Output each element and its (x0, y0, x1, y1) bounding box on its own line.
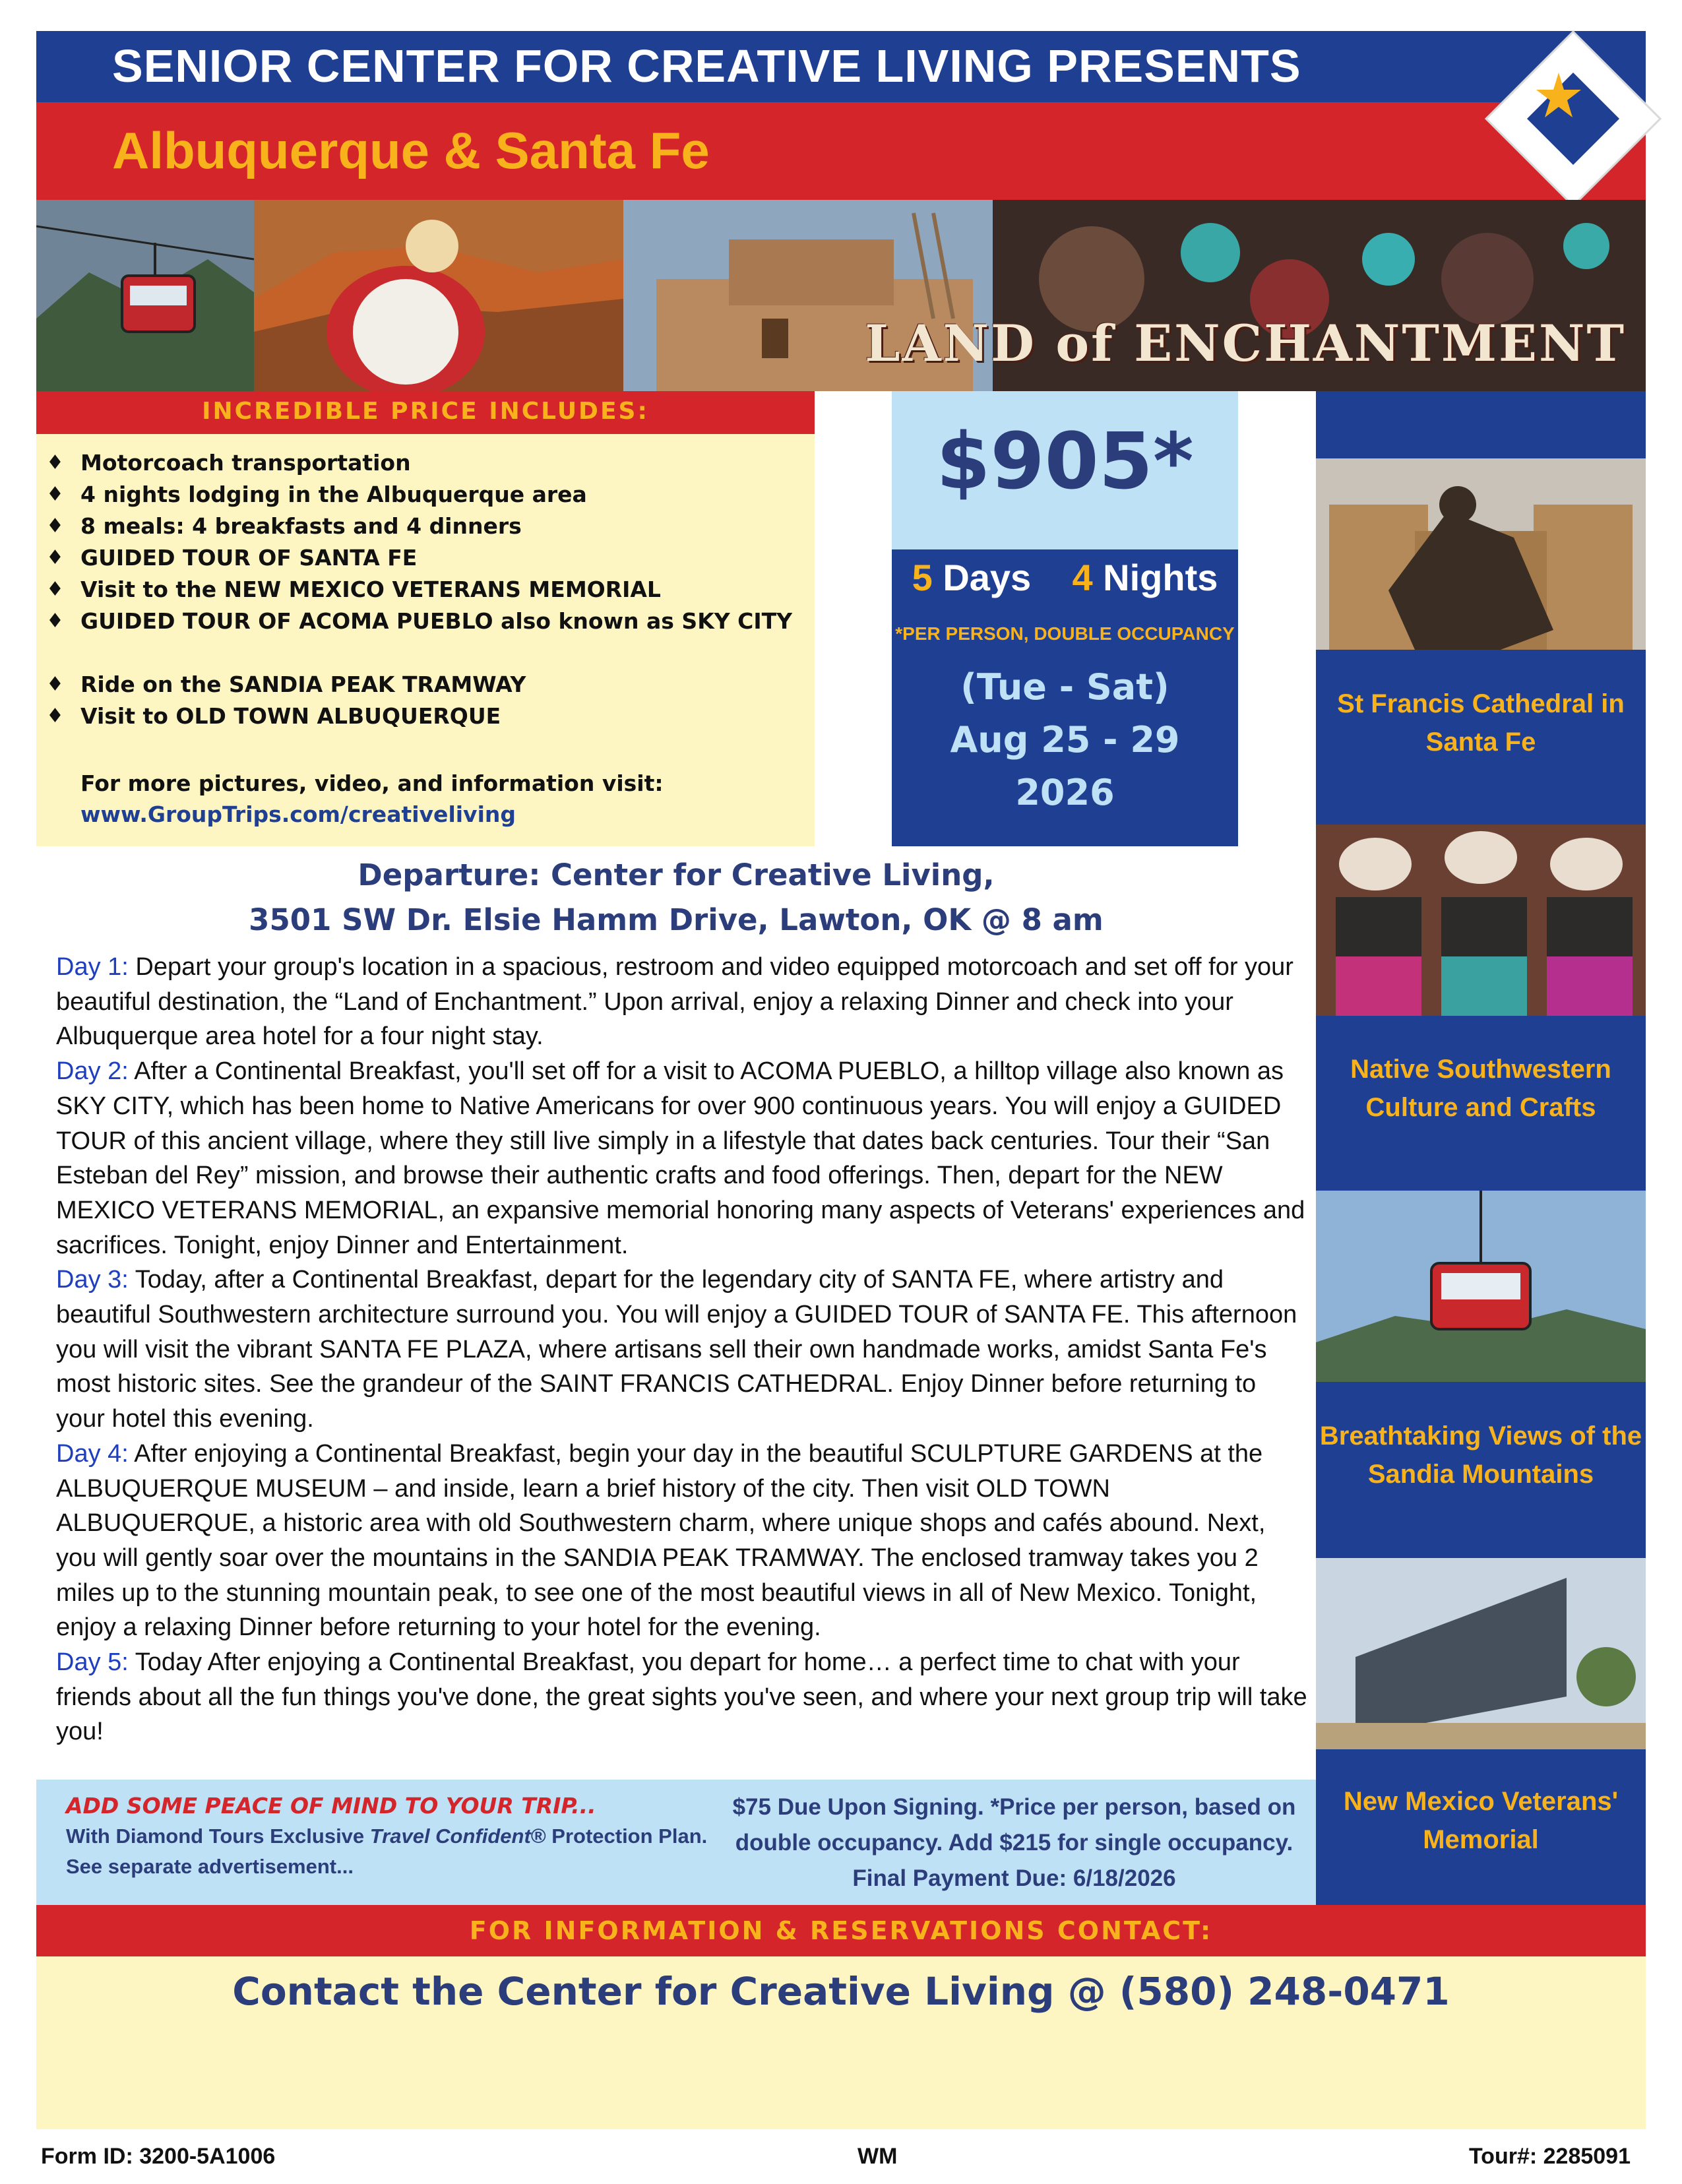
include-item: ♦ GUIDED TOUR OF ACOMA PUEBLO also known as SKY CITY (46, 606, 798, 637)
day-text: Depart your group's location in a spacious, restroom and video equipped motorcoach and set off for your beautiful destination, the “Land of Enchantment.” Upon arrival, enjoy a relaxing Dinner and check into your Albuquerque area hotel for a four night stay. (56, 953, 1293, 1051)
tour-year: 2026 (1015, 772, 1115, 813)
header-subtitle: Albuquerque & Santa Fe (112, 121, 710, 179)
price-amount: $905* (936, 416, 1194, 507)
header-title: SENIOR CENTER FOR CREATIVE LIVING PRESENTS (112, 40, 1301, 92)
itinerary-day (56, 1645, 1309, 1749)
logo-star-diamond-icon (1481, 26, 1666, 211)
diamond-bullet-icon: ♦ (46, 609, 64, 633)
cathedral-photo (1316, 458, 1646, 650)
tour-weekdays: (Tue - Sat) (960, 666, 1169, 708)
day-text: Today, after a Continental Breakfast, depart for the legendary city of SANTA FE, where artistry and beautiful Southwestern architecture surround you. You will enjoy a GUIDED TOUR of SANTA FE. This afternoon you will visit the vibrant SANTA FE PLAZA, where artisans sell their own handmade works, amidst Santa Fe's most historic sites. See the grandeur of the SAINT FRANCIS CATHEDRAL. Enjoy Dinner before returning to your hotel this evening. (56, 1266, 1297, 1433)
include-item: ♦ Motorcoach transportation (46, 447, 798, 479)
day-label: Day 1: (56, 953, 129, 981)
diamond-bullet-icon: ♦ (46, 578, 64, 601)
tramway-photo (1316, 1191, 1646, 1382)
include-item: ♦ Visit to OLD TOWN ALBUQUERQUE (46, 701, 798, 732)
contact-phone: Contact the Center for Creative Living @ (580) 248-0471 (232, 1969, 1450, 2014)
days-label: Days (943, 557, 1032, 598)
day-text: After a Continental Breakfast, you'll set off for a visit to ACOMA PUEBLO, a hilltop village also known as SKY CITY, which has been home to Native Americans for over 900 continuous years. You will enjoy a GUIDED TOUR of this ancient village, where they still live simply in a lifestyle that dates back centuries. Tour their “San Esteban del Rey” mission, and browse their authentic crafts and food offerings. Then, depart for the NEW MEXICO VETERANS MEMORIAL, an expansive memorial honoring many aspects of Veterans' experiences and sacrifices. Tonight, enjoy Dinner and Entertainment. (56, 1057, 1305, 1259)
diamond-bullet-icon: ♦ (46, 546, 64, 569)
banner-photo-strip (36, 200, 1646, 391)
day-label: Day 3: (56, 1266, 129, 1294)
day-label: Day 2: (56, 1057, 129, 1086)
includes-heading: INCREDIBLE PRICE INCLUDES: (202, 398, 649, 425)
price-note: *PER PERSON, DOUBLE OCCUPANCY (895, 623, 1235, 644)
nights-label: Nights (1103, 557, 1218, 598)
footer-center-code: WM (857, 2144, 898, 2169)
banner-title: LAND of ENCHANTMENT (865, 314, 1626, 373)
diamond-bullet-icon: ♦ (46, 483, 64, 506)
departure-address: 3501 SW Dr. Elsie Hamm Drive, Lawton, OK @ 8 am (249, 902, 1104, 937)
include-item: ♦ Visit to the NEW MEXICO VETERANS MEMORIAL (46, 574, 798, 606)
tour-number: Tour#: 2285091 (1468, 2144, 1631, 2169)
sidebar-caption: Breathtaking Views of the Sandia Mountains (1319, 1421, 1642, 1489)
diamond-bullet-icon: ♦ (46, 704, 64, 728)
protection-title: ADD SOME PEACE OF MIND TO YOUR TRIP... (66, 1793, 596, 1819)
sidebar-caption: Native Southwestern Culture and Crafts (1350, 1055, 1611, 1122)
day-label: Day 5: (56, 1648, 129, 1677)
days-number: 5 (912, 557, 933, 598)
contact-heading: FOR INFORMATION & RESERVATIONS CONTACT: (469, 1916, 1213, 1945)
form-id: Form ID: 3200-5A1006 (41, 2144, 276, 2169)
native-culture-photo (1316, 825, 1646, 1016)
day-text: After enjoying a Continental Breakfast, begin your day in the beautiful SCULPTURE GARDENS at the ALBUQUERQUE MUSEUM – and inside, learn a brief history of the city. Then visit OLD TOWN ALBUQUERQUE, a historic area with old Southwestern charm, where unique shops and cafés abound. Next, you will gently soar over the mountains in the SANDIA PEAK TRAMWAY. The enclosed tramway takes you 2 miles up to the stunning mountain peak, to see one of the most beautiful views in all of New Mexico. Tonight, enjoy a relaxing Dinner before returning to your hotel for the evening. (56, 1439, 1266, 1642)
payment-line: double occupancy. Add $215 for single occupancy. (735, 1830, 1293, 1856)
itinerary-day (56, 950, 1309, 1054)
nights-number: 4 (1072, 557, 1093, 598)
include-item: ♦ 4 nights lodging in the Albuquerque area (46, 479, 798, 511)
payment-line: $75 Due Upon Signing. *Price per person, based on (732, 1794, 1296, 1820)
diamond-bullet-icon: ♦ (46, 673, 64, 696)
website-link[interactable]: www.GroupTrips.com/creativeliving (80, 801, 516, 827)
include-item: ♦ Ride on the SANDIA PEAK TRAMWAY (46, 669, 798, 701)
diamond-bullet-icon: ♦ (46, 515, 64, 538)
veterans-memorial-photo (1316, 1558, 1646, 1749)
sidebar-caption: St Francis Cathedral in Santa Fe (1337, 689, 1625, 757)
more-info-text: For more pictures, video, and information visit: (80, 770, 664, 796)
itinerary-day (56, 1437, 1309, 1645)
tour-dates: Aug 25 - 29 (950, 719, 1180, 761)
day-text: Today After enjoying a Continental Breakfast, you depart for home… a perfect time to chat with your friends about all the fun things you've done, the great sights you've seen, and where your next group trip will take you! (56, 1648, 1307, 1746)
protection-line-2: See separate advertisement... (66, 1855, 354, 1878)
final-payment-line: Final Payment Due: 6/18/2026 (852, 1865, 1176, 1891)
include-item: ♦ GUIDED TOUR OF SANTA FE (46, 542, 798, 574)
departure-line-1: Departure: Center for Creative Living, (358, 858, 995, 892)
protection-line-1: With Diamond Tours Exclusive Travel Confident® Protection Plan. (66, 1825, 708, 1848)
trip-length (892, 556, 1238, 599)
day-label: Day 4: (56, 1439, 129, 1468)
itinerary-day (56, 1263, 1309, 1437)
itinerary-day (56, 1054, 1309, 1263)
itinerary (56, 950, 1309, 1749)
include-item: ♦ 8 meals: 4 breakfasts and 4 dinners (46, 511, 798, 542)
sidebar-caption: New Mexico Veterans' Memorial (1343, 1787, 1619, 1854)
diamond-bullet-icon: ♦ (46, 451, 64, 474)
